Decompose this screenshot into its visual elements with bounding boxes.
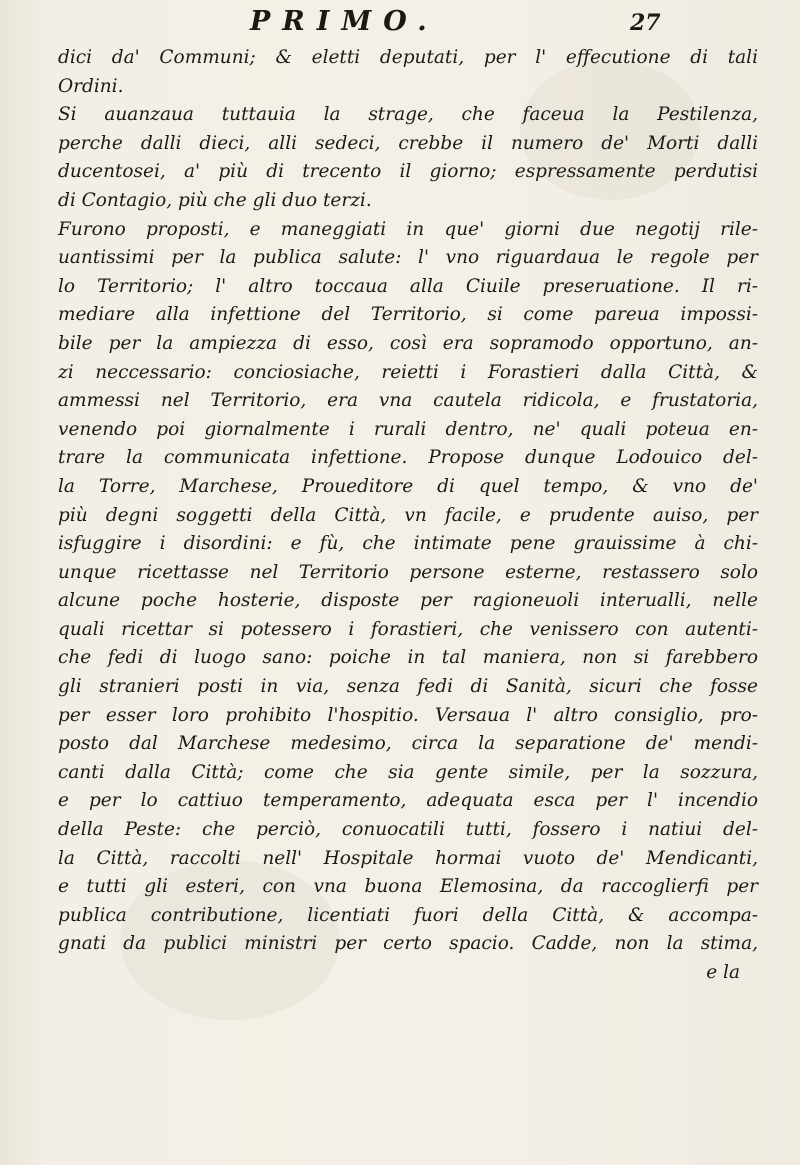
- text-line: canti dalla Città; come che sia gente simile, per la sozzura,: [58, 761, 758, 783]
- text-line: venendo poi giornalmente i rurali dentro, ne' quali poteua en-: [58, 418, 758, 440]
- text-line: mediare alla infettione del Territorio, si come pareua impossi-: [58, 304, 758, 326]
- text-line: la Torre, Marchese, Proueditore di quel tempo, & vno de': [58, 475, 758, 497]
- running-title: PRIMO.: [250, 6, 439, 37]
- text-line: la Città, raccolti nell' Hospitale hormai vuoto de' Mendicanti,: [58, 847, 758, 869]
- text-line: più degni soggetti della Città, vn facile, e prudente auiso, per: [58, 504, 758, 526]
- text-line: e tutti gli esteri, con vna buona Elemosina, da raccoglierfi per: [58, 876, 758, 898]
- text-line: e per lo cattiuo temperamento, adequata esca per l' incendio: [58, 790, 758, 812]
- text-line: trare la communicata infettione. Propose dunque Lodouico del-: [58, 447, 758, 469]
- text-line: publica contributione, licentiati fuori della Città, & accompa-: [58, 904, 758, 926]
- page-number: 27: [630, 10, 661, 36]
- text-line: isfuggire i disordini: e fù, che intimate pene grauissime à chi-: [58, 533, 758, 555]
- text-line: gli stranieri posti in via, senza fedi di Sanità, sicuri che fosse: [58, 676, 758, 698]
- text-line: gnati da publici ministri per certo spacio. Cadde, non la stima,: [58, 933, 758, 955]
- text-line: dici da' Communi; & eletti deputati, per l' effecutione di tali: [58, 47, 758, 68]
- text-line: quali ricettar si potessero i forastieri, che venissero con autenti-: [58, 618, 758, 640]
- text-line: bile per la ampiezza di esso, così era sopramodo opportuno, an-: [58, 332, 758, 354]
- text-line: ammessi nel Territorio, era vna cautela ridicola, e frustatoria,: [58, 390, 758, 412]
- text-line: uantissimi per la publica salute: l' vno riguardaua le regole per: [58, 247, 758, 269]
- text-line: unque ricettasse nel Territorio persone esterne, restassero solo: [58, 561, 758, 583]
- text-line: di Contagio, più che gli duo terzi.: [58, 189, 372, 211]
- catchword: e la: [706, 962, 740, 983]
- text-line: perche dalli dieci, alli sedeci, crebbe il numero de' Morti dalli: [58, 132, 758, 154]
- text-line: Ordini.: [58, 75, 124, 97]
- text-line: Furono proposti, e maneggiati in que' giorni due negotij rile-: [58, 218, 758, 240]
- text-line: posto dal Marchese medesimo, circa la separatione de' mendi-: [58, 733, 758, 755]
- text-line: alcune poche hosterie, disposte per ragioneuoli interualli, nelle: [58, 590, 758, 612]
- page-header: [0, 6, 800, 40]
- text-line: lo Territorio; l' altro toccaua alla Ciuile preseruatione. Il ri-: [58, 275, 758, 297]
- text-line: della Peste: che perciò, conuocatili tutti, fossero i natiui del-: [58, 819, 758, 841]
- text-line: zi neccessario: conciosiache, reietti i Forastieri dalla Città, &: [58, 361, 758, 383]
- text-line: ducentosei, a' più di trecento il giorno; espressamente perdutisi: [58, 161, 758, 183]
- text-line: Si auanzaua tuttauia la strage, che faceua la Pestilenza,: [58, 104, 758, 126]
- body-text: [58, 44, 758, 988]
- text-line: per esser loro prohibito l'hospitio. Versaua l' altro consiglio, pro-: [58, 704, 758, 726]
- text-line: che fedi di luogo sano: poiche in tal maniera, non si farebbero: [58, 647, 758, 669]
